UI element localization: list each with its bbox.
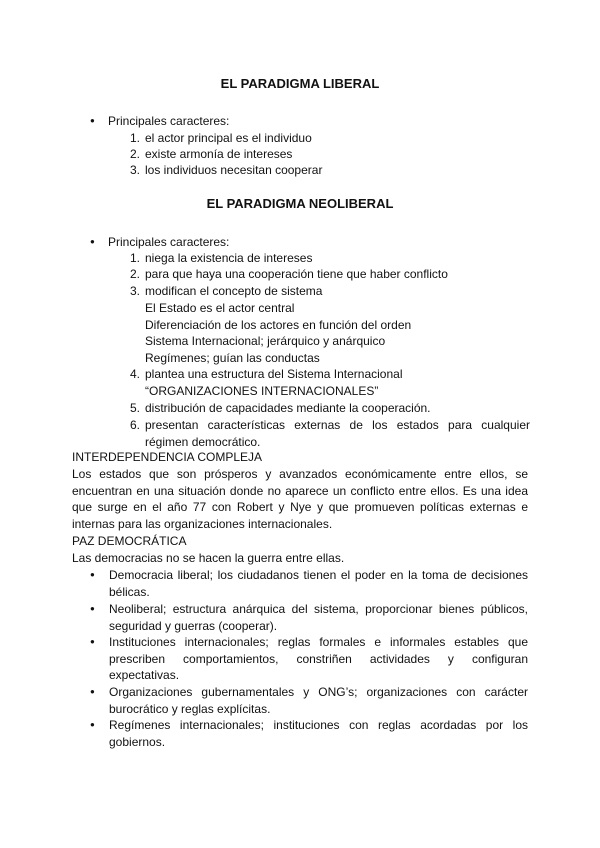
heading-paz-democratica: PAZ DEMOCRÁTICA [72, 534, 187, 548]
list-number: 6. [129, 418, 140, 432]
bullet-body [109, 634, 528, 684]
list-text: niega la existencia de intereses [145, 251, 313, 265]
title-neoliberal: EL PARADIGMA NEOLIBERAL [206, 196, 394, 211]
list-number: 2. [129, 267, 140, 281]
bullet-line: expectativas. [109, 668, 180, 682]
bullet-icon: ● [90, 237, 95, 246]
bullet-icon: ● [90, 604, 95, 613]
paragraph-interdependencia [72, 466, 528, 532]
paz-intro: Las democracias no se hacen la guerra entre ellas. [72, 551, 345, 565]
bullet-line: Regímenes internacionales; instituciones con reglas acordadas por los [109, 718, 528, 732]
list-text: existe armonía de intereses [145, 147, 293, 161]
paragraph-line: encuentran en una situación donde no aparece un conflicto entre ellos. Es una idea [72, 483, 528, 498]
bullet-line: Democracia liberal; los ciudadanos tienen el poder en la toma de decisiones [109, 568, 528, 582]
bullet-line: Instituciones internacionales; reglas formales e informales estables que [109, 635, 528, 649]
sub-line: “ORGANIZACIONES INTERNACIONALES” [145, 384, 379, 398]
bullet-line: prescriben comportamientos, constriñen actividades y configuran [109, 651, 528, 666]
sub-line: Sistema Internacional; jerárquico y anárquico [145, 334, 386, 348]
bullet-text: Principales caracteres: [108, 235, 230, 249]
list-text: presentan características externas de los estados para cualquier [145, 418, 530, 432]
list-text: los individuos necesitan cooperar [145, 163, 323, 177]
bullet-line: bélicas. [109, 584, 150, 599]
list-number: 5. [129, 401, 140, 415]
paragraph-line: Los estados que son prósperos y avanzados económicamente entre ellos, se [72, 467, 528, 481]
bullet-line: Neoliberal; estructura anárquica del sistema, proporcionar bienes públicos, [109, 602, 528, 616]
bullet-icon: ● [90, 637, 95, 646]
list-text: distribución de capacidades mediante la cooperación. [145, 401, 431, 415]
list-text: modifican el concepto de sistema [145, 284, 323, 298]
sub-line: El Estado es el actor central [145, 301, 295, 315]
list-text: plantea una estructura del Sistema Internacional [145, 367, 403, 381]
bullet-body [109, 717, 528, 750]
bullet-body [109, 601, 528, 634]
list-number: 3. [129, 163, 140, 177]
list-text-block [145, 417, 530, 450]
bullet-body [109, 567, 528, 600]
bullet-line: Organizaciones gubernamentales y ONG’s; organizaciones con carácter [109, 685, 528, 699]
sub-line: Regímenes; guían las conductas [145, 351, 320, 365]
paragraph-line: internas para las organizaciones internacionales. [72, 516, 333, 531]
list-number: 4. [129, 367, 140, 381]
bullet-text: Principales caracteres: [108, 114, 230, 128]
bullet-line: seguridad y guerras (cooperar). [109, 618, 278, 633]
list-text: régimen democrático. [145, 434, 261, 449]
bullet-body [109, 684, 528, 717]
list-number: 1. [129, 131, 140, 145]
list-number: 2. [129, 147, 140, 161]
sub-line: Diferenciación de los actores en función del orden [145, 318, 412, 332]
list-text: para que haya una cooperación tiene que haber conflicto [145, 267, 448, 281]
heading-interdependencia: INTERDEPENDENCIA COMPLEJA [72, 450, 263, 464]
bullet-icon: ● [90, 570, 95, 579]
bullet-icon: ● [90, 687, 95, 696]
paragraph-line: que surge en el año 77 con Robert y Nye y que promueven políticas externas e [72, 500, 528, 514]
bullet-line: burocrático y reglas explícitas. [109, 701, 271, 716]
list-number: 1. [129, 251, 140, 265]
title-liberal: EL PARADIGMA LIBERAL [220, 76, 380, 91]
list-text: el actor principal es el individuo [145, 131, 312, 145]
bullet-icon: ● [90, 720, 95, 729]
bullet-line: gobiernos. [109, 734, 166, 749]
bullet-icon: ● [90, 116, 95, 125]
list-number: 3. [129, 284, 140, 298]
